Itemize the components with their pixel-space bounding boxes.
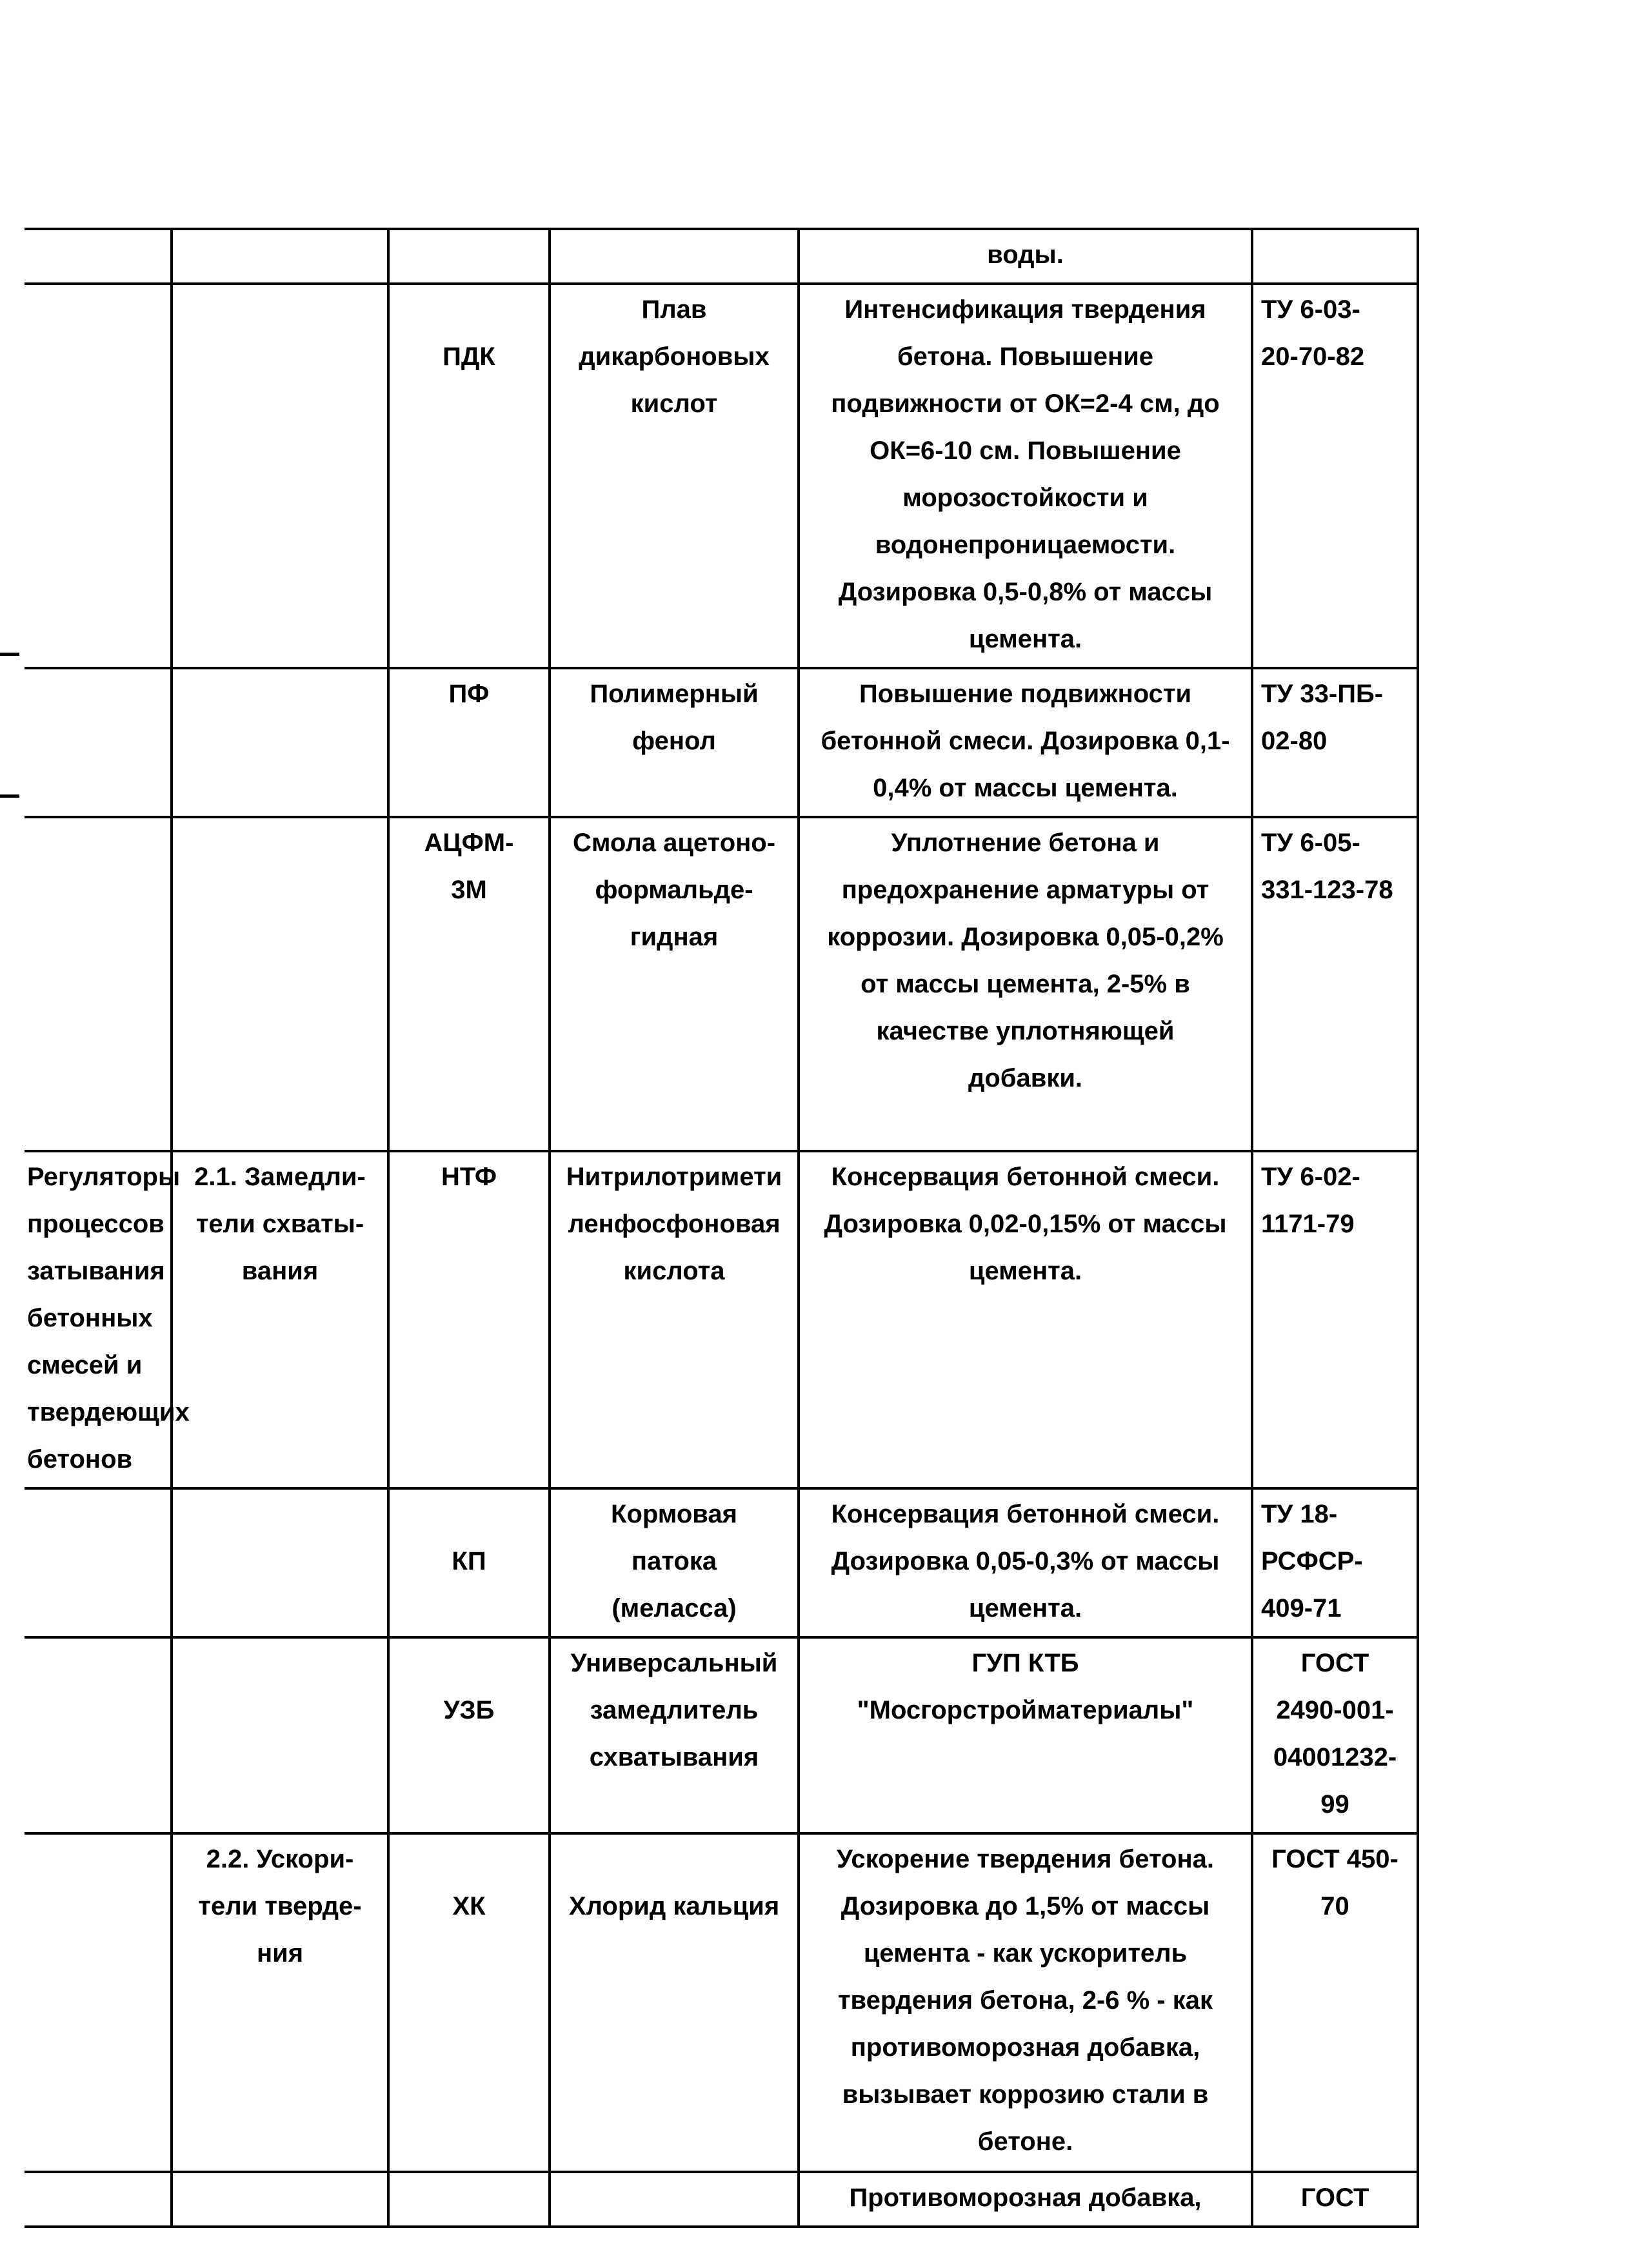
code-cell: УЗБ [388, 1637, 550, 1833]
code-cell: ПДК [388, 284, 550, 668]
standard-cell [1252, 229, 1418, 284]
name-cell: Нитрилотримети ленфосфоновая кислота [550, 1151, 799, 1488]
description-cell: Противоморозная добавка, [799, 2172, 1252, 2227]
table-row [25, 284, 1418, 668]
table-row [25, 1151, 1418, 1488]
name-cell: Плав дикарбоновых кислот [550, 284, 799, 668]
standard-cell: ГОСТ 450- 70 [1252, 1833, 1418, 2172]
code-cell: КП [388, 1488, 550, 1637]
code-cell [388, 2172, 550, 2227]
code-cell: НТФ [388, 1151, 550, 1488]
subgroup-cell [172, 2172, 388, 2227]
subgroup-cell: 2.2. Ускори- тели тверде- ния [172, 1833, 388, 2172]
standard-cell: ТУ 6-03- 20-70-82 [1252, 284, 1418, 668]
standard-cell: ТУ 6-05- 331-123-78 [1252, 817, 1418, 1151]
subgroup-cell [172, 817, 388, 1151]
code-cell: ХК [388, 1833, 550, 2172]
group-cell [25, 1833, 172, 2172]
subgroup-cell [172, 1488, 388, 1637]
subgroup-cell [172, 229, 388, 284]
description-cell: Консервация бетонной смеси. Дозировка 0,02-0,15% от массы цемента. [799, 1151, 1252, 1488]
standard-cell: ТУ 6-02- 1171-79 [1252, 1151, 1418, 1488]
table-row [25, 229, 1418, 284]
name-cell [550, 229, 799, 284]
standard-cell: ТУ 18- РСФСР- 409-71 [1252, 1488, 1418, 1637]
group-cell [25, 229, 172, 284]
additives-table [25, 228, 1419, 2228]
code-cell [388, 229, 550, 284]
name-cell: Полимерный фенол [550, 668, 799, 817]
table-row [25, 1488, 1418, 1637]
name-cell [550, 2172, 799, 2227]
group-cell [25, 668, 172, 817]
standard-cell: ТУ 33-ПБ- 02-80 [1252, 668, 1418, 817]
group-cell [25, 284, 172, 668]
subgroup-cell [172, 284, 388, 668]
name-cell: Хлорид кальция [550, 1833, 799, 2172]
standard-cell: ГОСТ 2490-001- 04001232- 99 [1252, 1637, 1418, 1833]
group-cell: Регуляторы процессов затывания бетонных смесей и твердеющих бетонов [25, 1151, 172, 1488]
description-cell: Интенсификация твердения бетона. Повышение подвижности от ОК=2-4 см, до ОК=6-10 см. Повышение морозостойкости и водонепроницаемости. Дозировка 0,5-0,8% от массы цемента. [799, 284, 1252, 668]
description-cell: Ускорение твердения бетона. Дозировка до 1,5% от массы цемента - как ускоритель твердения бетона, 2-6 % - как противоморозная добавка, вызывает коррозию стали в бетоне. [799, 1833, 1252, 2172]
subgroup-cell [172, 1637, 388, 1833]
description-cell: ГУП КТБ "Мосгорстройматериалы" [799, 1637, 1252, 1833]
description-cell: Повышение подвижности бетонной смеси. Дозировка 0,1- 0,4% от массы цемента. [799, 668, 1252, 817]
code-cell: АЦФМ- 3М [388, 817, 550, 1151]
table-row [25, 2172, 1418, 2227]
subgroup-cell [172, 668, 388, 817]
margin-mark [0, 794, 19, 798]
group-cell [25, 1637, 172, 1833]
group-cell [25, 2172, 172, 2227]
table-row [25, 817, 1418, 1151]
name-cell: Универсальный замедлитель схватывания [550, 1637, 799, 1833]
name-cell: Смола ацетоно- формальде- гидная [550, 817, 799, 1151]
description-cell: Уплотнение бетона и предохранение арматуры от коррозии. Дозировка 0,05-0,2% от массы цемента, 2-5% в качестве уплотняющей добавки. [799, 817, 1252, 1151]
standard-cell: ГОСТ [1252, 2172, 1418, 2227]
subgroup-cell: 2.1. Замедли- тели схваты- вания [172, 1151, 388, 1488]
table-row [25, 1833, 1418, 2172]
description-cell: воды. [799, 229, 1252, 284]
table-row [25, 1637, 1418, 1833]
table-row [25, 668, 1418, 817]
margin-mark [0, 653, 19, 656]
group-cell [25, 817, 172, 1151]
group-cell [25, 1488, 172, 1637]
description-cell: Консервация бетонной смеси. Дозировка 0,05-0,3% от массы цемента. [799, 1488, 1252, 1637]
code-cell: ПФ [388, 668, 550, 817]
name-cell: Кормовая патока (меласса) [550, 1488, 799, 1637]
